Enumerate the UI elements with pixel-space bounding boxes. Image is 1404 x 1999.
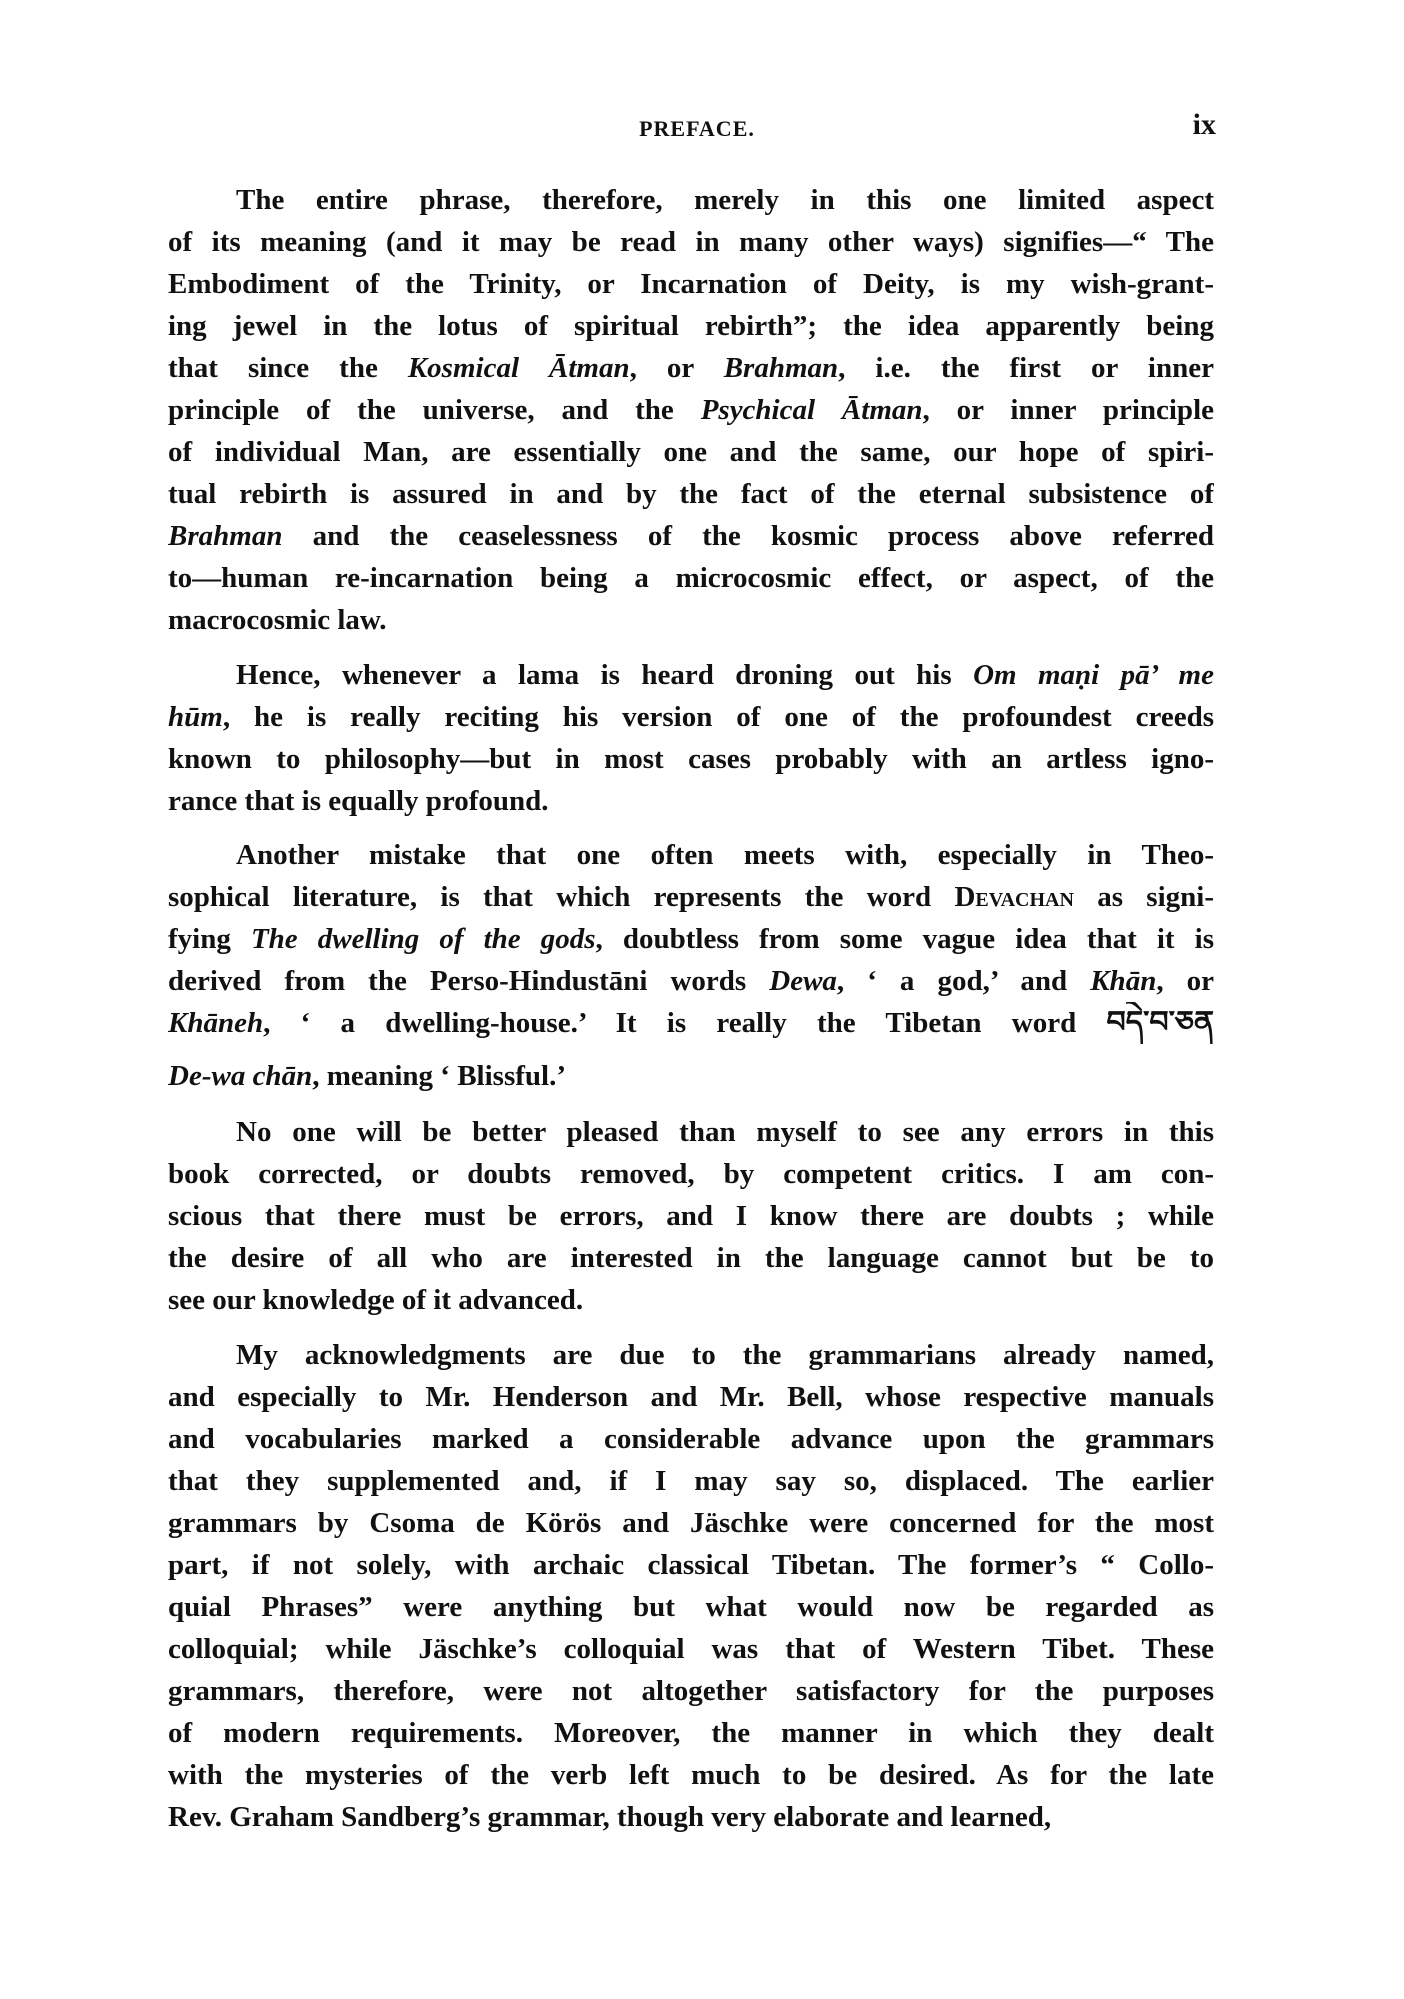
text-segment: book corrected, or doubts removed, by competent critics. I am con- bbox=[168, 1158, 1214, 1190]
text-line bbox=[168, 1670, 1214, 1712]
paragraph bbox=[168, 179, 1214, 641]
text-segment: scious that there must be errors, and I know there are doubts ; while bbox=[168, 1200, 1214, 1232]
text-segment: part, if not solely, with archaic classical Tibetan. The former’s “ Collo- bbox=[168, 1549, 1214, 1581]
text-segment: of its meaning (and it may be read in many other ways) signifies—“ The bbox=[168, 226, 1214, 258]
text-segment: ing jewel in the lotus of spiritual rebirth”; the idea apparently being bbox=[168, 310, 1214, 342]
text-segment: as signi- bbox=[1073, 881, 1214, 913]
text-segment: Another mistake that one often meets with, especially in Theo- bbox=[236, 839, 1214, 871]
text-line bbox=[168, 1502, 1214, 1544]
text-line bbox=[168, 738, 1214, 780]
italic-text: hūm bbox=[168, 701, 223, 733]
italic-text: Brahman bbox=[723, 352, 839, 384]
text-line bbox=[168, 1376, 1214, 1418]
running-head bbox=[0, 108, 1404, 146]
text-segment: with the mysteries of the verb left much to be desired. As for the late bbox=[168, 1759, 1214, 1791]
text-line bbox=[168, 1544, 1214, 1586]
text-line bbox=[168, 1279, 1214, 1321]
text-segment: grammars by Csoma de Körös and Jäschke were concerned for the most bbox=[168, 1507, 1214, 1539]
text-line bbox=[168, 1754, 1214, 1796]
text-segment: and the ceaselessness of the kosmic process above referred bbox=[282, 520, 1214, 552]
italic-text: De-wa chān bbox=[168, 1060, 313, 1092]
text-line bbox=[168, 1460, 1214, 1502]
paragraph bbox=[168, 654, 1214, 822]
text-line bbox=[168, 1055, 1214, 1097]
text-line bbox=[168, 876, 1214, 918]
text-segment: see our knowledge of it advanced. bbox=[168, 1284, 584, 1316]
text-line bbox=[168, 515, 1214, 557]
text-segment: , i.e. the first or inner bbox=[838, 352, 1214, 384]
text-line bbox=[168, 431, 1214, 473]
text-segment: , or inner principle bbox=[922, 394, 1214, 426]
text-segment: Hence, whenever a lama is heard droning out his bbox=[236, 659, 974, 691]
text-segment: of individual Man, are essentially one and the same, our hope of spiri- bbox=[168, 436, 1214, 468]
text-segment: derived from the Perso-Hindustāni words bbox=[168, 965, 770, 997]
small-caps-text: Devachan bbox=[954, 881, 1074, 913]
italic-text: Khāneh bbox=[168, 1007, 264, 1039]
text-line bbox=[168, 1111, 1214, 1153]
text-line bbox=[168, 780, 1214, 822]
text-segment: The entire phrase, therefore, merely in this one limited aspect bbox=[236, 184, 1214, 216]
text-line bbox=[168, 1153, 1214, 1195]
text-line bbox=[168, 1712, 1214, 1754]
text-line bbox=[168, 473, 1214, 515]
text-line bbox=[168, 347, 1214, 389]
text-segment: Embodiment of the Trinity, or Incarnation of Deity, is my wish-grant- bbox=[168, 268, 1214, 300]
paragraph bbox=[168, 1111, 1214, 1321]
text-segment: My acknowledgments are due to the grammarians already named, bbox=[236, 1339, 1214, 1371]
text-line bbox=[168, 1628, 1214, 1670]
text-segment: of modern requirements. Moreover, the manner in which they dealt bbox=[168, 1717, 1214, 1749]
text-line bbox=[168, 960, 1214, 1002]
text-segment: colloquial; while Jäschke’s colloquial was that of Western Tibet. These bbox=[168, 1633, 1214, 1665]
text-segment: No one will be better pleased than myself to see any errors in this bbox=[236, 1116, 1214, 1148]
text-segment: , ‘ a god,’ and bbox=[836, 965, 1091, 997]
text-segment: known to philosophy—but in most cases probably with an artless igno- bbox=[168, 743, 1214, 775]
text-line bbox=[168, 221, 1214, 263]
text-segment: sophical literature, is that which represents the word bbox=[168, 881, 955, 913]
text-line bbox=[168, 1195, 1214, 1237]
text-line bbox=[168, 1586, 1214, 1628]
text-segment: tual rebirth is assured in and by the fact of the eternal subsistence of bbox=[168, 478, 1214, 510]
text-segment: , ‘ a dwelling-house.’ It is really the Tibetan word bbox=[263, 1007, 1107, 1039]
text-line bbox=[168, 263, 1214, 305]
text-segment: fying bbox=[168, 923, 251, 955]
italic-text: Dewa bbox=[769, 965, 837, 997]
text-segment: , meaning ‘ Blissful.’ bbox=[312, 1060, 566, 1092]
text-segment: and vocabularies marked a considerable advance upon the grammars bbox=[168, 1423, 1214, 1455]
text-segment: and especially to Mr. Henderson and Mr. Bell, whose respective manuals bbox=[168, 1381, 1214, 1413]
text-segment: , or bbox=[629, 352, 724, 384]
text-segment: macrocosmic law. bbox=[168, 604, 387, 636]
paragraph bbox=[168, 1334, 1214, 1838]
text-segment: grammars, therefore, were not altogether satisfactory for the purposes bbox=[168, 1675, 1214, 1707]
paragraph bbox=[168, 834, 1214, 1097]
text-line bbox=[168, 918, 1214, 960]
text-segment: Rev. Graham Sandberg’s grammar, though very elaborate and learned, bbox=[168, 1801, 1052, 1833]
italic-text: Kosmical Ātman bbox=[407, 352, 630, 384]
text-segment: , or bbox=[1156, 965, 1214, 997]
text-line bbox=[168, 1002, 1214, 1044]
italic-text: Psychical Ātman bbox=[700, 394, 923, 426]
text-line bbox=[168, 654, 1214, 696]
text-line bbox=[168, 305, 1214, 347]
italic-text: Brahman bbox=[168, 520, 283, 552]
text-segment: the desire of all who are interested in the language cannot but be to bbox=[168, 1242, 1214, 1274]
text-segment: rance that is equally profound. bbox=[168, 785, 549, 817]
text-line bbox=[168, 179, 1214, 221]
text-line bbox=[168, 696, 1214, 738]
text-segment: to—human re-incarnation being a microcosmic effect, or aspect, of the bbox=[168, 562, 1214, 594]
text-line bbox=[168, 599, 1214, 641]
text-line bbox=[168, 1237, 1214, 1279]
tibetan-word: བདེ་བ་ཅན bbox=[1106, 1005, 1214, 1040]
running-head-title: PREFACE. bbox=[639, 116, 755, 141]
text-line bbox=[168, 1334, 1214, 1376]
text-line bbox=[168, 1796, 1214, 1838]
text-segment: that since the bbox=[168, 352, 408, 384]
text-line bbox=[168, 389, 1214, 431]
text-segment: that they supplemented and, if I may say so, displaced. The earlier bbox=[168, 1465, 1214, 1497]
text-segment: , he is really reciting his version of one of the profoundest creeds bbox=[222, 701, 1214, 733]
italic-text: Om maṇi pā’ me bbox=[973, 659, 1214, 691]
text-segment: quial Phrases” were anything but what would now be regarded as bbox=[168, 1591, 1214, 1623]
text-line bbox=[168, 557, 1214, 599]
text-segment: principle of the universe, and the bbox=[168, 394, 701, 426]
page-number: ix bbox=[1192, 108, 1216, 141]
italic-text: The dwelling of the gods bbox=[250, 923, 596, 955]
text-line bbox=[168, 834, 1214, 876]
text-line bbox=[168, 1418, 1214, 1460]
italic-text: Khān bbox=[1090, 965, 1157, 997]
text-segment: , doubtless from some vague idea that it is bbox=[595, 923, 1214, 955]
